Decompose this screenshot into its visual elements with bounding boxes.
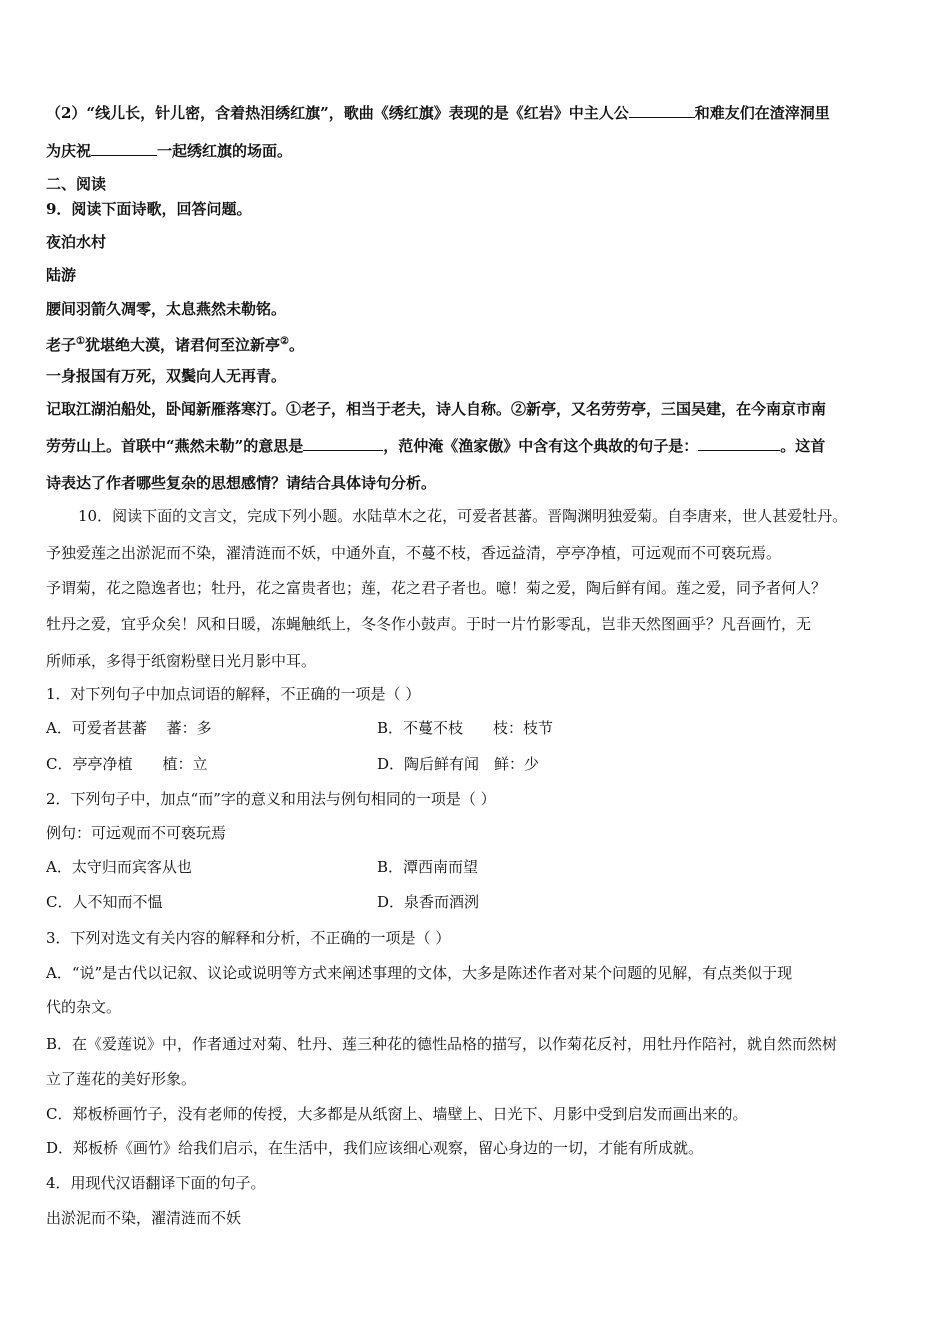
q10-passage-line-4: 牡丹之爱，宜乎众矣！风和日暖，冻蝇触纸上，冬冬作小鼓声。于时一片竹影零乱，岂非天然图画乎？凡吾画竹，无 [46,615,812,633]
section-title: 二、阅读 [46,175,107,193]
q10-passage-line-1: 10．阅读下面的文言文，完成下列小题。水陆草木之花，可爱者甚蕃。晋陶渊明独爱菊。自李唐来，世人甚爱牡丹。 [78,507,848,525]
q9-question-c: 。这首 [780,437,826,455]
sub2-prompt: 2．下列句子中，加点“而”字的意义和用法与例句相同的一项是（ ） [46,790,496,808]
footnote-marker-1: ① [76,336,85,347]
q10-passage-line-2: 予独爱莲之出淤泥而不染，濯清涟而不妖，中通外直，不蔓不枝，香远益清，亭亭净植，可远观而不可亵玩焉。 [46,544,782,562]
poem-title: 夜泊水村 [46,233,107,251]
answer-blank-quote[interactable] [698,436,780,451]
poem-author: 陆游 [46,266,77,284]
q8-2-text-a: （2）“线儿长，针儿密，含着热泪绣红旗”，歌曲《绣红旗》表现的是《红岩》中主人公 [46,104,629,122]
poem-line-1: 腰间羽箭久凋零，太息燕然未勒铭。 [46,300,287,318]
poem-line-2-part-b: 犹堪绝大漠，诸君何至泣新亭 [84,336,280,354]
sub3-option-b-line-1[interactable]: B．在《爱莲说》中，作者通过对菊、牡丹、莲三种花的德性品格的描写，以作菊花反衬，用牡丹作陪衬，就自然而然树 [46,1035,838,1053]
sub2-example: 例句：可远观而不可亵玩焉 [46,824,227,842]
sub2-option-a[interactable]: A．太守归而宾客从也 [46,858,192,876]
sub1-prompt: 1．对下列句子中加点词语的解释，不正确的一项是（ ） [46,685,421,703]
q10-passage-line-3: 予谓菊，花之隐逸者也；牡丹，花之富贵者也；莲，花之君子者也。噫！菊之爱，陶后鲜有闻。莲之爱，同予者何人？ [46,579,827,597]
sub1-option-c[interactable]: C．亭亭净植 植：立 [46,755,208,773]
q8-2-text-c: 为庆祝 [46,142,92,160]
poem-note-line-2 [46,436,910,456]
sub2-option-d[interactable]: D．泉香而酒洌 [377,893,480,911]
q8-2-text-b: 和难友们在渣滓洞里 [694,104,830,122]
q10-passage-line-5: 所师承，多得于纸窗粉壁日光月影中耳。 [46,652,317,670]
sub3-option-b-line-2[interactable]: 立了莲花的美好形象。 [46,1070,197,1088]
poem-line-2 [46,332,910,355]
q9-prompt: 9．阅读下面诗歌，回答问题。 [46,200,252,218]
poem-line-2-part-a: 老子 [46,336,77,354]
poem-note-line-1: 记取江湖泊船处，卧闻新雁落寒汀。①老子，相当于老夫，诗人自称。②新亭，又名劳劳亭，三国吴建，在今南京市南 [46,400,827,418]
sub3-prompt: 3．下列对选文有关内容的解释和分析，不正确的一项是（ ） [46,929,451,947]
sub2-option-b[interactable]: B．潭西南而望 [377,858,479,876]
sub3-option-d[interactable]: D．郑板桥《画竹》给我们启示，在生活中，我们应该细心观察，留心身边的一切，才能有所成就。 [46,1139,704,1157]
sub3-option-c[interactable]: C．郑板桥画竹子，没有老师的传授，大多都是从纸窗上、墙壁上、日光下、月影中受到启发而画出来的。 [46,1105,748,1123]
q8-2-line1 [46,103,910,123]
poem-line-3: 一身报国有万死，双鬓向人无再青。 [46,367,287,385]
poem-line-2-part-c: 。 [288,336,304,354]
sub3-option-a-line-2[interactable]: 代的杂文。 [46,998,122,1016]
sub1-option-a[interactable]: A．可爱者甚蕃 蕃：多 [46,719,212,737]
footnote-marker-2: ② [280,336,289,347]
q8-2-line2 [46,141,910,161]
answer-blank-meaning[interactable] [303,436,383,451]
q8-2-text-d: 一起绣红旗的场面。 [157,142,293,160]
q9-question-b: ，范仲淹《渔家傲》中含有这个典故的句子是： [383,437,699,455]
sub2-option-c[interactable]: C．人不知而不愠 [46,893,163,911]
answer-blank-occasion[interactable] [91,141,157,156]
sub4-sentence: 出淤泥而不染，濯清涟而不妖 [46,1209,242,1227]
sub4-prompt: 4．用现代汉语翻译下面的句子。 [46,1174,266,1192]
q9-analysis-prompt: 诗表达了作者哪些复杂的思想感情？请结合具体诗句分析。 [46,474,437,492]
sub1-option-d[interactable]: D．陶后鲜有闻 鲜：少 [377,755,540,773]
sub3-option-a-line-1[interactable]: A．“说”是古代以记叙、议论或说明等方式来阐述事理的文体，大多是陈述作者对某个问题的见解，有点类似于现 [46,964,793,982]
sub1-option-b[interactable]: B．不蔓不枝 枝：枝节 [377,719,554,737]
answer-blank-protagonist[interactable] [629,103,695,118]
q9-question-a: 劳劳山上。首联中“燕然未勒”的意思是 [46,437,304,455]
